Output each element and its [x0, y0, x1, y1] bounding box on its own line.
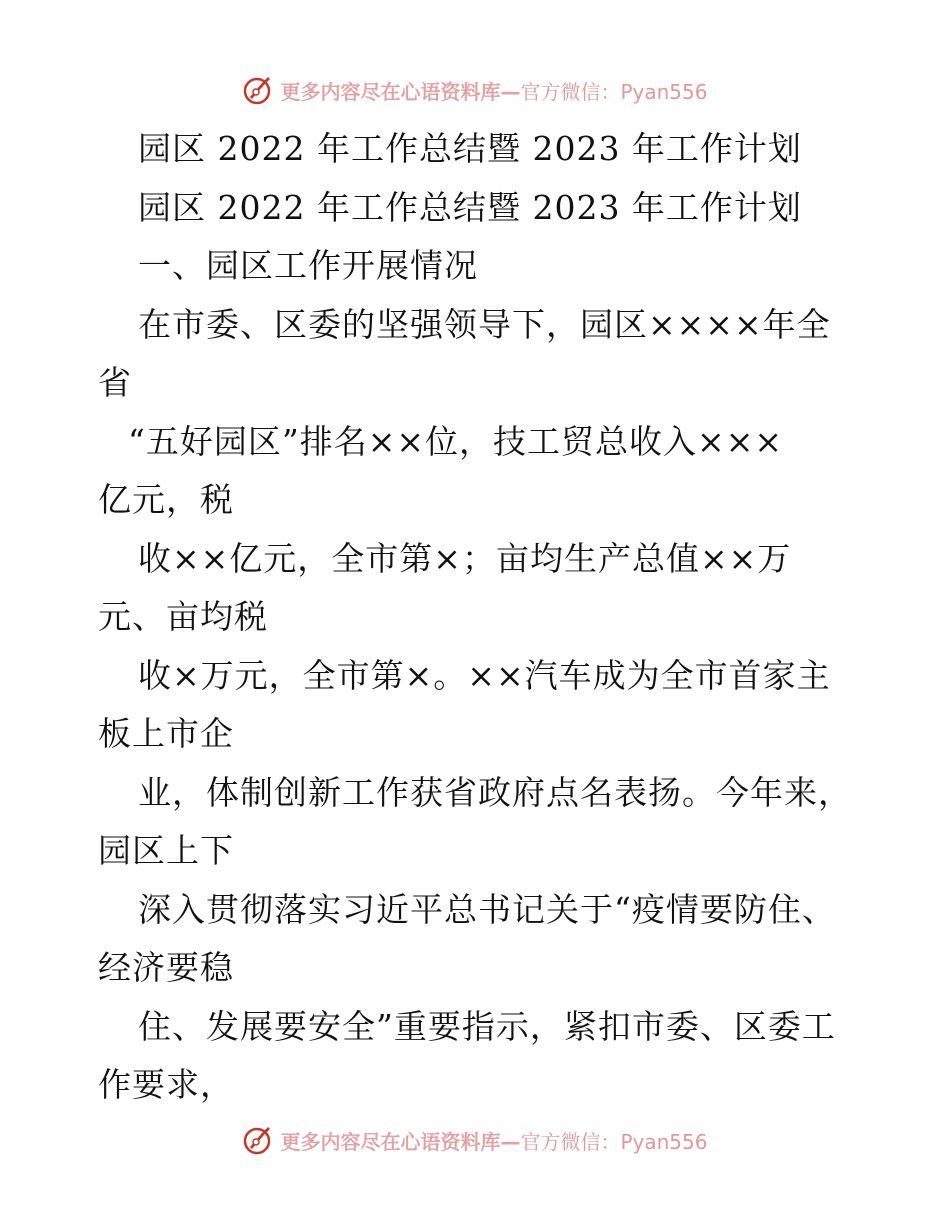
watermark-wechat: 官方微信：Pyan556 — [520, 79, 708, 104]
doc-title: 园区 2022 年工作总结暨 2023 年工作计划 — [138, 129, 802, 168]
watermark-main: 更多内容尽在心语资料库— — [280, 79, 521, 104]
document-body — [98, 120, 858, 1115]
watermark-text — [280, 1126, 707, 1155]
watermark-main: 更多内容尽在心语资料库— — [280, 1129, 521, 1154]
paragraph-line: 园区上下 — [98, 831, 234, 870]
paragraph-line: 经济要稳 — [98, 948, 234, 987]
watermark-banner-bottom — [0, 1120, 950, 1160]
paragraph-line: “五好园区”排名××位，技工贸总收入××× — [128, 421, 783, 461]
watermark-banner-top — [0, 70, 950, 110]
paragraph-line: 深入贯彻落实习近平总书记关于“疫情要防住、 — [138, 889, 836, 929]
paragraph-line: 住、发展要安全”重要指示，紧扣市委、区委工 — [138, 1006, 836, 1046]
paragraph-line: 在市委、区委的坚强领导下，园区××××年全 — [138, 304, 831, 344]
paragraph-line: 元、亩均税 — [98, 597, 268, 636]
paragraph-line: 收×万元，全市第×。××汽车成为全市首家主 — [138, 655, 831, 695]
pen-logo-icon — [242, 1123, 276, 1157]
paragraph-line: 板上市企 — [98, 714, 234, 753]
pen-logo-icon — [242, 73, 276, 107]
paragraph-line: 亿元，税 — [98, 480, 234, 519]
paragraph-line: 作要求， — [98, 1065, 234, 1104]
paragraph-line: 省 — [98, 363, 132, 402]
paragraph-line: 收××亿元，全市第×；亩均生产总值××万 — [138, 538, 792, 578]
section-heading: 一、园区工作开展情况 — [138, 246, 478, 285]
doc-title-repeat: 园区 2022 年工作总结暨 2023 年工作计划 — [138, 187, 802, 227]
watermark-wechat: 官方微信：Pyan556 — [520, 1129, 708, 1154]
watermark-text — [280, 76, 707, 105]
paragraph-line: 业，体制创新工作获省政府点名表扬。今年来， — [138, 772, 852, 812]
